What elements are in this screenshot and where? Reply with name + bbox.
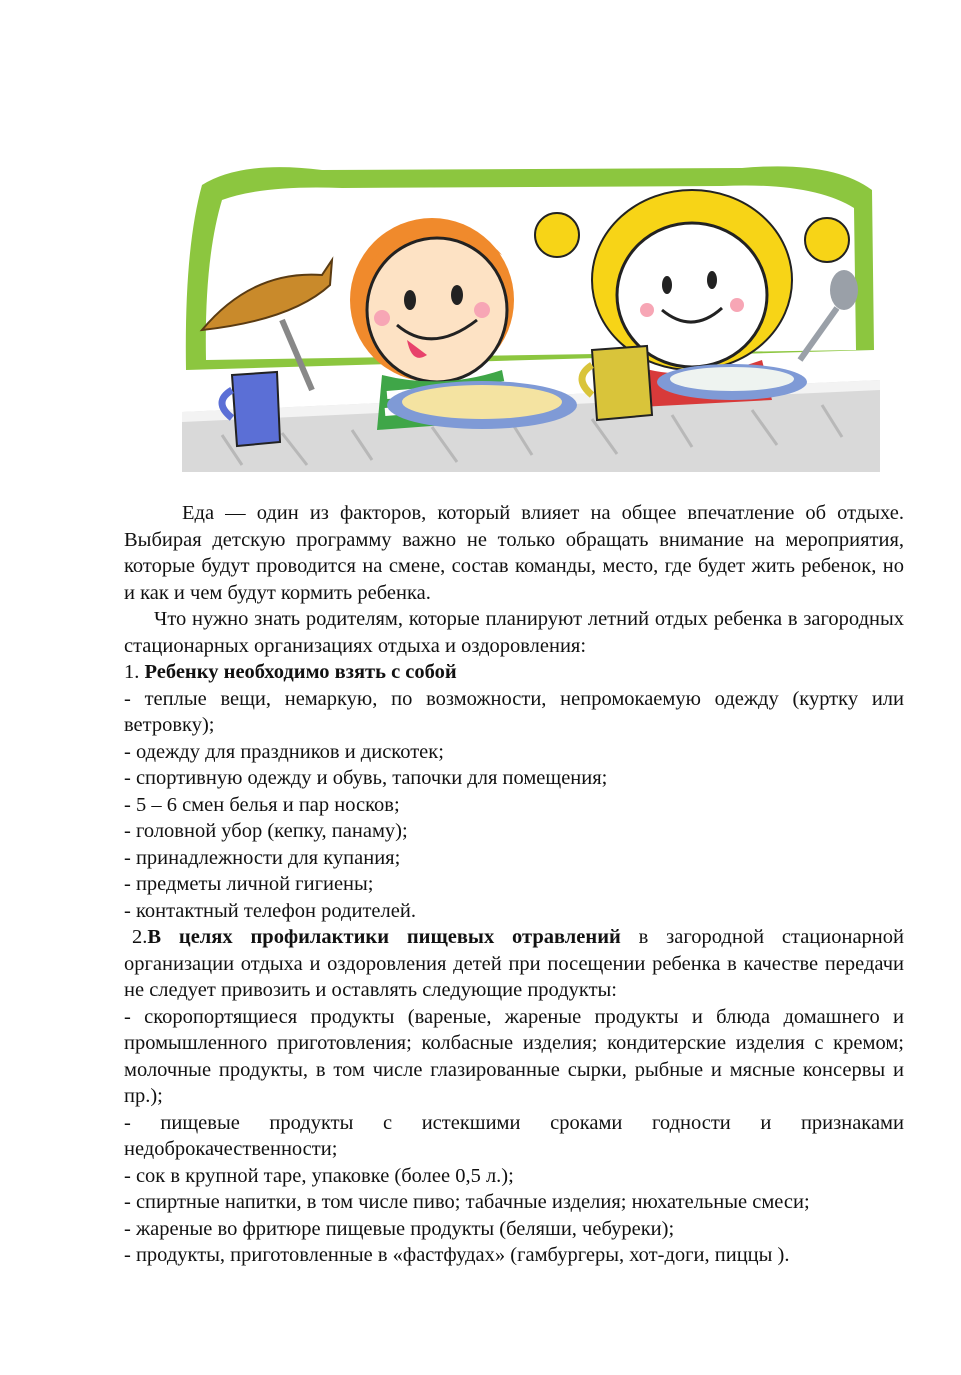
section1-number: 1. (124, 661, 145, 683)
section1-title (124, 659, 904, 686)
list-item: - жареные во фритюре пищевые продукты (беляши, чебуреки); (124, 1217, 675, 1240)
list-item: - предметы личной гигиены; (124, 873, 374, 895)
list-item: - спортивную одежду и обувь, тапочки для помещения; (124, 767, 608, 789)
intro-paragraph: Еда — один из факторов, который влияет на общее впечатление об отдыхе. Выбирая детскую программу важно не только обращать внимание на мероприятия, которые будут проводится на смене, состав команды, место, где будет жить ребенок, но и как и чем будут кормить ребенка. (124, 502, 904, 604)
right-plate (657, 364, 807, 400)
section2-intro-text: в загородной стационарной организации отдыха и оздоровления детей при посещении ребенка в качестве передачи не следует привозить и оставлять следующие продукты: (124, 926, 905, 1001)
list-item: - одежду для праздников и дискотек; (124, 740, 444, 763)
section2-number: 2. (132, 926, 148, 948)
list-item: - теплые вещи, немаркую, по возможности, непромокаемую одежду (куртку или ветровку); (124, 687, 904, 736)
list-item: - пищевые продукты с истекшими сроками годности и признаками недоброкачественности; (124, 1111, 904, 1160)
children-eating-illustration (182, 150, 880, 472)
left-plate (387, 381, 577, 429)
list-item: - спиртные напитки, в том числе пиво; табачные изделия; нюхательные смеси; (124, 1191, 810, 1213)
section1-heading: Ребенку необходимо взять с собой (144, 661, 457, 683)
list-item: - 5 – 6 смен белья и пар носков; (124, 793, 400, 816)
list-item: - контактный телефон родителей. (124, 899, 416, 922)
section2-heading: В целях профилактики пищевых отравлений (147, 926, 621, 948)
intro-question: Что нужно знать родителям, которые планируют летний отдых ребенка в загородных стационарных организациях отдыха и оздоровления: (124, 608, 904, 657)
list-item: - принадлежности для купания; (124, 846, 401, 869)
list-item: - скоропортящиеся продукты (вареные, жареные продукты и блюда домашнего и промышленного приготовления; колбасные изделия; кондитерские изделия с кремом; молочные продукты, в том числе глазированные сырки, рыбные и мясные консервы и пр.); (124, 1005, 904, 1107)
section2-intro (124, 924, 904, 1004)
list-item: - головной убор (кепку, панаму); (124, 820, 408, 842)
list-item: - продукты, приготовленные в «фастфудах» (гамбургеры, хот-доги, пиццы ). (124, 1244, 790, 1266)
document-text (124, 500, 904, 1269)
list-item: - сок в крупной таре, упаковке (более 0,5 л.); (124, 1164, 514, 1187)
